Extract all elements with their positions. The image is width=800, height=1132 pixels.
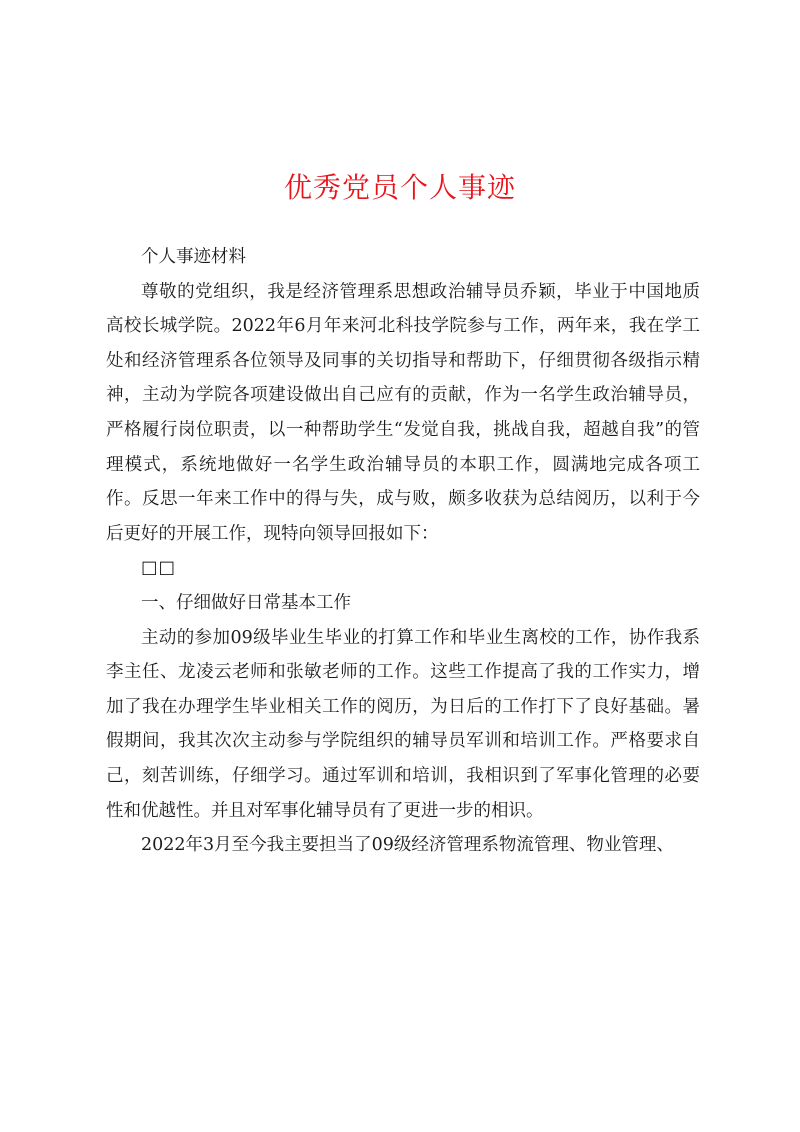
document-title: 优秀党员个人事迹 [283, 171, 516, 204]
section-heading: 一、仔细做好日常基本工作 [141, 592, 351, 613]
subtitle-paragraph: 个人事迹材料 [141, 247, 246, 267]
section-paragraph: 主动的参加09级毕业生毕业的打算工作和毕业生离校的工作，协作我系李主任、龙凌云老师和张敏老师的工作。这些工作提高了我的工作实力，增加了我在办理学生毕业相关工作的阅历，为日后的工作打下了良好基础。暑假期间，我其次次主动参与学院组织的辅导员军训和培训工作。严格要求自己，刻苦训练，仔细学习。通过军训和培训，我相识到了军事化管理的必要性和优越性。并且对军事化辅导员有了更进一步的相识。 [106, 627, 700, 821]
placeholder-squares: □□ [141, 558, 177, 579]
continued-paragraph: 2022年3月至今我主要担当了09级经济管理系物流管理、物业管理、 [141, 835, 674, 856]
document-body [106, 240, 700, 863]
intro-paragraph: 尊敬的党组织，我是经济管理系思想政治辅导员乔颖，毕业于中国地质高校长城学院。2022年6月年来河北科技学院参与工作，两年来，我在学工处和经济管理系各位领导及同事的关切指导和帮助下，仔细贯彻各级指示精神，主动为学院各项建设做出自己应有的贡献，作为一名学生政治辅导员，严格履行岗位职责，以一种帮助学生“发觉自我，挑战自我，超越自我”的管理模式，系统地做好一名学生政治辅导员的本职工作，圆满地完成各项工作。反思一年来工作中的得与失，成与败，颇多收获为总结阅历，以利于今后更好的开展工作，现特向领导回报如下： [106, 281, 700, 544]
